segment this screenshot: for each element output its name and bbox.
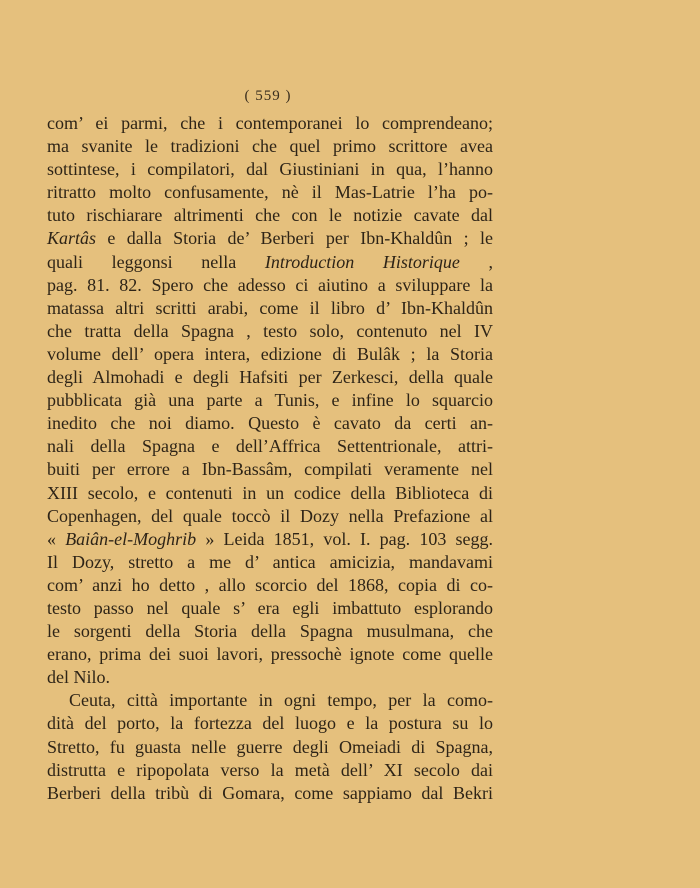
text-line xyxy=(47,505,493,528)
text-segment: ritratto molto confusamente, nè il Mas-Latrie l’ha po- xyxy=(47,182,493,203)
text-line xyxy=(47,227,493,250)
text-line xyxy=(47,643,493,666)
text-segment: testo passo nel quale s’ era egli imbattuto esplorando xyxy=(47,597,493,618)
text-segment: Berberi della tribù di Gomara, come sappiamo dal Bekri xyxy=(47,782,493,803)
text-line xyxy=(47,458,493,481)
text-line xyxy=(47,666,493,689)
page-number: ( 559 ) xyxy=(244,88,292,104)
text-line xyxy=(47,204,493,227)
text-line xyxy=(47,366,493,389)
text-segment: tuto rischiarare altrimenti che con le notizie cavate dal xyxy=(47,205,493,226)
text-line xyxy=(47,320,493,343)
text-line xyxy=(47,412,493,435)
italic-title: Kartâs xyxy=(47,228,97,249)
text-segment: » Leida 1851, vol. I. pag. 103 segg. xyxy=(196,528,494,549)
text-segment: XIII secolo, e contenuti in un codice della Biblioteca di xyxy=(47,482,493,503)
text-segment: nali della Spagna e dell’Affrica Settentrionale, attri- xyxy=(47,436,493,457)
text-line xyxy=(47,689,493,712)
text-segment: buiti per errore a Ibn-Bassâm, compilati veramente nel xyxy=(47,459,493,480)
text-segment: Stretto, fu guasta nelle guerre degli Omeiadi di Spagna, xyxy=(47,736,493,757)
text-line xyxy=(47,389,493,412)
italic-title: Baiân-el-Moghrib xyxy=(65,528,197,549)
text-segment: volume dell’ opera intera, edizione di Bulâk ; la Storia xyxy=(47,343,493,364)
text-segment: Ceuta, città importante in ogni tempo, per la como- xyxy=(69,690,493,711)
text-line xyxy=(47,597,493,620)
text-segment: del Nilo. xyxy=(47,667,110,688)
text-line xyxy=(47,158,493,181)
text-segment: erano, prima dei suoi lavori, pressochè ignote come quelle xyxy=(47,644,493,665)
text-segment: quali leggonsi nella xyxy=(47,251,265,272)
text-line xyxy=(47,574,493,597)
text-line xyxy=(47,435,493,458)
text-segment: Copenhagen, del quale toccò il Dozy nella Prefazione al xyxy=(47,505,493,526)
text-segment: com’ ei parmi, che i contemporanei lo comprendeano; xyxy=(47,113,493,133)
text-line xyxy=(47,782,493,805)
text-segment: matassa altri scritti arabi, come il libro d’ Ibn-Khaldûn xyxy=(47,297,493,318)
text-line xyxy=(47,135,493,158)
text-line xyxy=(47,528,493,551)
text-line xyxy=(47,712,493,735)
text-segment: distrutta e ripopolata verso la metà dell’ XI secolo dai xyxy=(47,759,493,780)
text-line xyxy=(47,482,493,505)
text-line xyxy=(47,343,493,366)
text-segment: inedito che noi diamo. Questo è cavato da certi an- xyxy=(47,413,493,434)
text-segment: dità del porto, la fortezza del luogo e la postura su lo xyxy=(47,713,493,734)
text-segment: , xyxy=(459,251,493,272)
text-segment: pag. 81. 82. Spero che adesso ci aiutino a sviluppare la xyxy=(47,274,493,295)
text-line xyxy=(47,274,493,297)
text-segment: degli Almohadi e degli Hafsiti per Zerkesci, della quale xyxy=(47,367,493,388)
text-segment: « xyxy=(47,528,66,549)
text-line xyxy=(47,551,493,574)
text-segment: pubblicata già una parte a Tunis, e infine lo squarcio xyxy=(47,390,493,411)
text-line xyxy=(47,112,493,135)
text-line xyxy=(47,251,493,274)
text-line xyxy=(47,620,493,643)
text-line xyxy=(47,759,493,782)
text-line xyxy=(47,297,493,320)
text-line xyxy=(47,181,493,204)
text-segment: che tratta della Spagna , testo solo, contenuto nel IV xyxy=(47,320,493,341)
body-text xyxy=(47,112,493,805)
text-segment: com’ anzi ho detto , allo scorcio del 1868, copia di co- xyxy=(47,574,493,595)
text-segment: Il Dozy, stretto a me d’ antica amicizia, mandavami xyxy=(47,551,493,572)
italic-title: Introduction Historique xyxy=(264,251,460,272)
text-line xyxy=(47,736,493,759)
text-segment: e dalla Storia de’ Berberi per Ibn-Khaldûn ; le xyxy=(96,228,493,249)
text-segment: sottintese, i compilatori, dal Giustiniani in qua, l’hanno xyxy=(47,159,493,180)
text-segment: ma svanite le tradizioni che quel primo scrittore avea xyxy=(47,136,493,157)
text-segment: le sorgenti della Storia della Spagna musulmana, che xyxy=(47,621,493,642)
